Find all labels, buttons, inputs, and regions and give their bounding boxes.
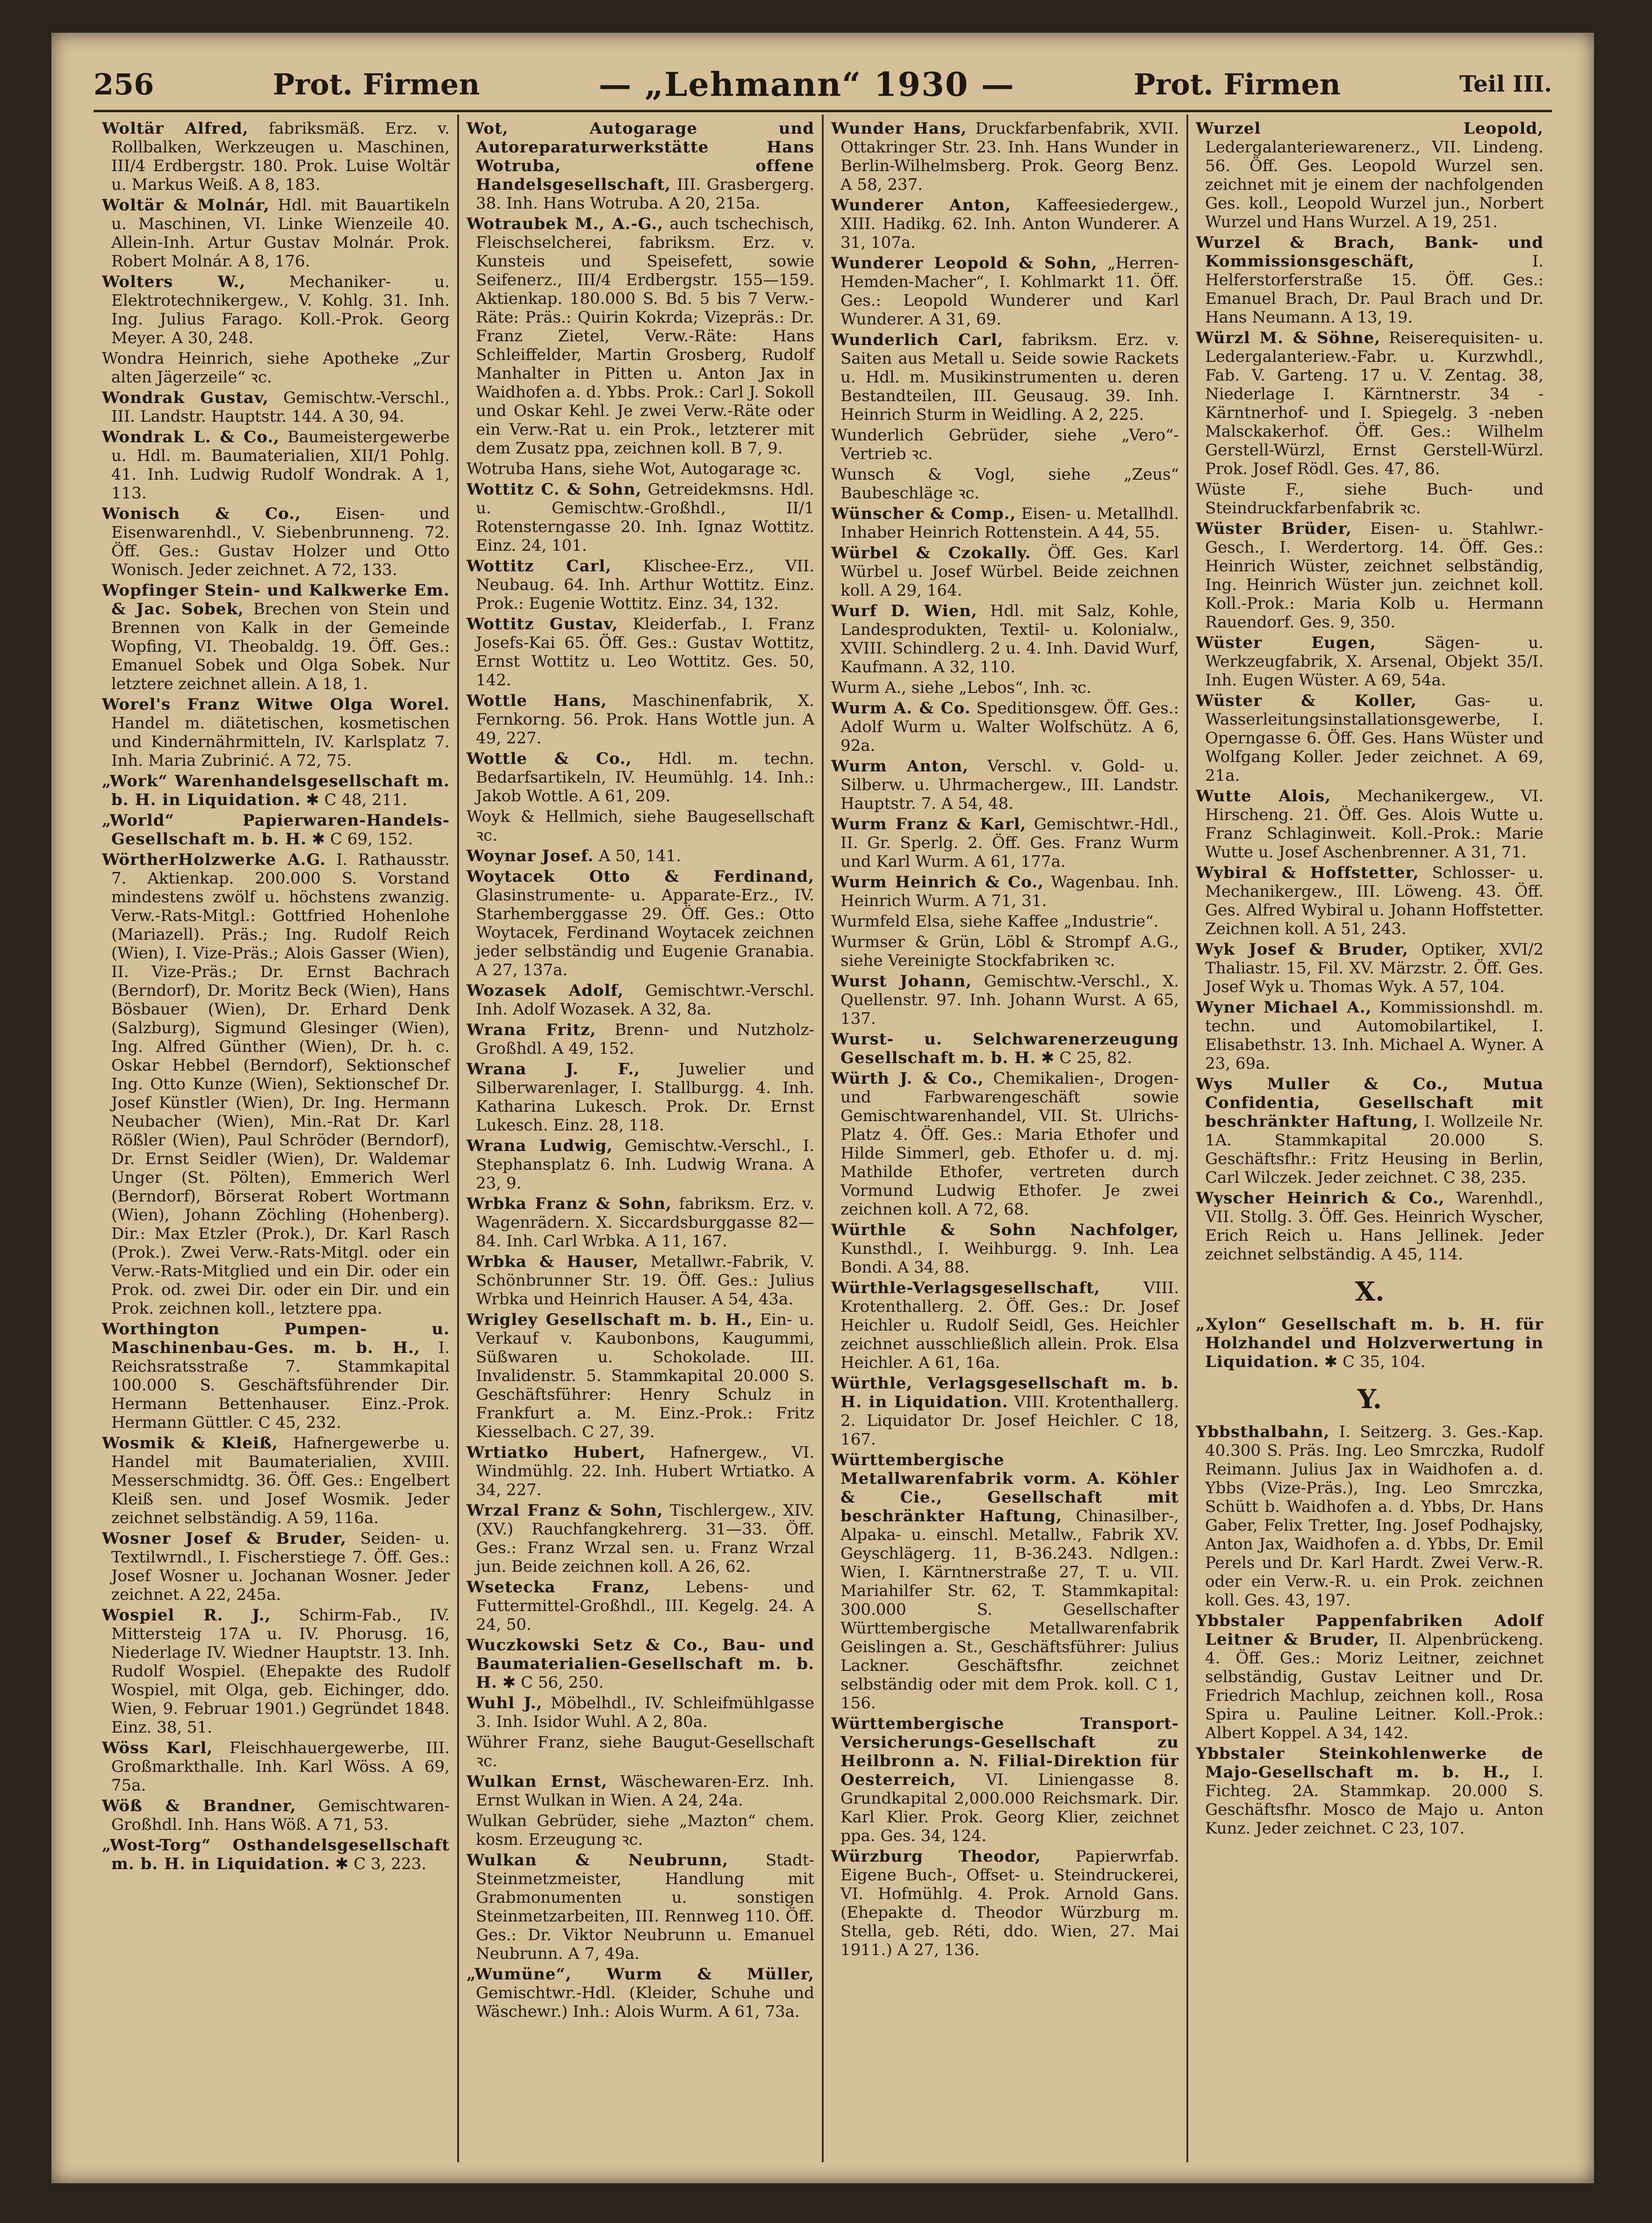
firm-name: Württembergische Metallwarenfabrik vorm. A. Köhler & Cie., Gesellschaft mit beschränkter Haftung, <box>831 1451 1179 1525</box>
firm-name: Wurf D. Wien, <box>831 602 977 620</box>
entry-text: Reiserequisiten- u. Ledergalanteriew.-Fabr. u. Kurzwhdl., Fab. V. Garteng. 17 u. V. Zentag. 38, Niederlage I. Kärntnerstr. 34 -Kärntnerhof- und I. Spiegelg. 3 -neben Malsckakerhof. Öff. Ges.: Wilhelm Gerstell-Würzl, Ernst Gerstell-Würzl. Prok. Josef Rödl. Ges. 47, 86. <box>1205 329 1544 478</box>
entry-text: „Herren-Hemden-Macher“, I. Kohlmarkt 11. Öff. Ges.: Leopold Wunderer und Karl Wunderer. A 31, 69. <box>840 254 1179 329</box>
firm-name: Wondrak L. & Co., <box>102 428 280 446</box>
firm-name: Wybiral & Hoffstetter, <box>1196 863 1419 882</box>
entry-text: Wurmfeld Elsa, siehe Kaffee „Industrie“. <box>831 912 1159 931</box>
directory-entry <box>1196 1075 1544 1187</box>
directory-entry <box>467 1578 814 1634</box>
entry-text: ✱ C 35, 104. <box>1324 1353 1426 1371</box>
directory-entry <box>831 912 1179 931</box>
column-3 <box>823 119 1187 2167</box>
directory-entry <box>467 1772 814 1810</box>
directory-entry <box>102 388 450 426</box>
entry-text: III. Grasbergerg. 38. Inh. Hans Wotruba. A 20, 215a. <box>476 175 814 213</box>
entry-text: Schirm-Fab., IV. Mittersteig 17A u. IV. Phorusg. 16, Niederlage IV. Wiedner Hauptstr. 13. Inh. Rudolf Wospiel. (Ehepakte des Rudolf Wospiel, mit Olga, geb. Eichinger, ddo. Wien, 9. Februar 1901.) Gegründet 1848. Einz. 38, 51. <box>111 1606 450 1737</box>
entry-text: Sägen- u. Werkzeugfabrik, X. Arsenal, Objekt 35/I. Inh. Eugen Wüster. A 69, 54a. <box>1205 633 1544 690</box>
entry-text: Verschl. v. Gold- u. Silberw. u. Uhrmachergew., III. Landstr. Hauptstr. 7. A 54, 48. <box>840 757 1179 813</box>
entry-text: Wührer Franz, siehe Baugut-Gesellschaft ꝛc. <box>467 1733 814 1770</box>
entry-text: Kommissionshdl. m. techn. und Automobilartikel, I. Elisabethstr. 13. Inh. Michael A. Wyner. A 23, 69a. <box>1205 998 1544 1073</box>
directory-entry <box>467 807 814 845</box>
entry-text: Möbelhdl., IV. Schleifmühlgasse 3. Inh. Isidor Wuhl. A 2, 80a. <box>476 1694 814 1731</box>
entry-text: Wunderlich Gebrüder, siehe „Vero“-Vertrieb ꝛc. <box>831 426 1179 463</box>
firm-name: Wuhl J., <box>467 1694 543 1712</box>
entry-text: Wagenbau. Inh. Heinrich Wurm. A 71, 31. <box>840 873 1179 910</box>
entry-text: Wotruba Hans, siehe Wot, Autogarage ꝛc. <box>467 460 802 478</box>
directory-entry <box>467 1636 814 1692</box>
directory-entry <box>831 1451 1179 1712</box>
directory-entry <box>831 1030 1179 1067</box>
directory-entry <box>467 1812 814 1849</box>
firm-name: Würth J. & Co., <box>831 1069 984 1088</box>
firm-name: Wonisch & Co., <box>102 504 301 523</box>
directory-entry <box>831 1279 1179 1372</box>
entry-text: Handel m. diätetischen, kosmetischen und Kindernährmitteln, IV. Karlsplatz 7. Inh. Maria Zubrinić. A 72, 75. <box>111 714 450 770</box>
entry-text: Gemischtw.-Verschl., III. Landstr. Hauptstr. 144. A 30, 94. <box>111 388 450 426</box>
firm-name: Wurst- u. Selchwarenerzeugung Gesellschaft m. b. H. <box>831 1030 1179 1067</box>
directory-entry <box>467 1194 814 1251</box>
entry-text: Stadt-Steinmetzmeister, Handlung mit Grabmonumenten u. sonstigen Steinmetzarbeiten, III. Rennweg 110. Öff. Ges.: Dr. Viktor Neubrunn u. Emanuel Neubrunn. A 7, 49a. <box>476 1851 815 1963</box>
directory-entry <box>102 196 450 271</box>
entry-text: VIII. Krotenthallerg. 2. Liquidator Dr. Josef Heichler. C 18, 167. <box>840 1393 1179 1449</box>
entry-text: Hdl. m. techn. Bedarfsartikeln, IV. Heumühlg. 14. Inh.: Jakob Wottle. A 61, 209. <box>476 749 814 806</box>
firm-name: Wottle Hans, <box>467 691 607 710</box>
firm-name: Wosner Josef & Bruder, <box>102 1529 347 1548</box>
entry-text: Seiden- u. Textilwrndl., I. Fischerstiege 7. Öff. Ges.: Josef Wosner u. Jochanan Wosner. Jeder zeichnet. A 22, 245a. <box>111 1529 450 1604</box>
entry-text: ✱ C 25, 82. <box>1041 1049 1132 1067</box>
directory-entry <box>467 1137 814 1193</box>
firm-name: Wurzel Leopold, <box>1196 119 1544 138</box>
entry-text: Mechaniker- u. Elektrotechnikergew., V. Kohlg. 31. Inh. Ing. Julius Farago. Koll.-Prok. Georg Meyer. A 30, 248. <box>111 273 450 347</box>
firm-name: Wurzel & Brach, Bank- und Kommissionsgeschäft, <box>1196 233 1544 271</box>
directory-entry <box>1196 1315 1544 1371</box>
firm-name: Wulkan Ernst, <box>467 1772 608 1791</box>
entry-text: Hafnergew., VI. Windmühlg. 22. Inh. Hubert Wrtiatko. A 34, 227. <box>476 1443 815 1499</box>
directory-entry <box>467 749 814 806</box>
firm-name: Wunderlich Carl, <box>831 331 1004 349</box>
firm-name: Woynar Josef. <box>467 847 594 865</box>
entry-text: Getreidekmsns. Hdl. u. Gemischtw.-Großhdl., II/1 Rotensterngasse 20. Inh. Ignaz Wottitz. Einz. 24, 101. <box>476 480 814 555</box>
entry-text: fabriksmäß. Erz. v. Rollbalken, Werkzeugen u. Maschinen, III/4 Erdbergstr. 180. Prok. Luise Woltär u. Markus Weiß. A 8, 183. <box>111 119 450 194</box>
entry-text: ✱ C 48, 211. <box>306 791 408 809</box>
entry-text: Gemischtwaren-Großhdl. Inh. Hans Wöß. A 71, 53. <box>111 1797 450 1834</box>
firm-name: Wrana J. F., <box>467 1060 640 1079</box>
entry-text: Kunsthdl., I. Weihburgg. 9. Inh. Lea Bondi. A 34, 88. <box>840 1239 1179 1277</box>
entry-text: Wurm A., siehe „Lebos“, Inh. ꝛc. <box>831 678 1092 697</box>
firm-name: Wospiel R. J., <box>102 1606 271 1625</box>
firm-name: Wopfinger Stein- und Kalkwerke Em. & Jac. Sobek, <box>102 581 450 619</box>
firm-name: Ybbstaler Pappenfabriken Adolf Leitner & Bruder, <box>1196 1611 1544 1649</box>
entry-text: Kleiderfab., I. Franz Josefs-Kai 65. Öff. Ges.: Gustav Wottitz, Ernst Wottitz u. Leo Wottitz. Ges. 50, 142. <box>476 615 815 690</box>
directory-entry <box>831 254 1179 329</box>
entry-text: Metallwr.-Fabrik, V. Schönbrunner Str. 19. Öff. Ges.: Julius Wrbka und Heinrich Hauser. A 54, 43a. <box>476 1252 814 1309</box>
firm-name: „World“ Papierwaren-Handels-Gesellschaft m. b. H. <box>102 811 450 849</box>
firm-name: WörtherHolzwerke A.G. <box>102 850 326 869</box>
firm-name: Wys Muller & Co., Mutua Confidentia, Gesellschaft mit beschränkter Haftung, <box>1196 1075 1544 1131</box>
firm-name: „Wost-Torg“ Osthandelsgesellschaft m. b. H. in Liquidation. <box>102 1836 450 1873</box>
entry-text: Hdl. mit Salz, Kohle, Landesprodukten, Textil- u. Kolonialw., XVIII. Schindlerg. 2 u. 4. Inh. David Wurf, Kaufmann. A 32, 110. <box>840 602 1179 676</box>
firm-name: Woltär & Molnár, <box>102 196 270 215</box>
entry-text: I. Seitzerg. 3. Ges.-Kap. 40.300 S. Präs. Ing. Leo Smrczka, Rudolf Reimann. Julius Jax in Waidhofen a. d. Ybbs (Vize-Präs.), Ing. Leo Smrczka, Schütt b. Waidhofen a. d. Ybbs, Dr. Hans Gaber, Felix Tretter, Ing. Josef Podhajsky, Anton Jax, Waidhofen a. d. Ybbs, Dr. Emil Perels und Dr. Karl Hardt. Zwei Verw.-R. oder ein Verw.-R. u. ein Prok. zeichnen koll. Ges. 43, 197. <box>1205 1423 1544 1610</box>
firm-name: Wsetecka Franz, <box>467 1578 650 1597</box>
entry-text: Hdl. mit Bauartikeln u. Maschinen, VI. Linke Wienzeile 40. Allein-Inh. Artur Gustav Molnár. Prok. Robert Molnár. A 8, 176. <box>111 196 450 271</box>
firm-name: Wöß & Brandner, <box>102 1797 296 1815</box>
directory-entry <box>467 981 814 1019</box>
entry-text: auch tschechisch, Fleischselcherei, fabriksm. Erz. v. Kunsteis und Speisefett, sowie Seifenerz., III/4 Erdbergstr. 155—159. Aktienkap. 180.000 S. Bd. 5 bis 7 Verw.-Räte: Präs.: Quirin Kokrda; Vizepräs.: Dr. Franz Zietel, Verw.-Räte: Hans Schleiffelder, Martin Grosberg, Rudolf Manhalter in Pitten u. Anton Jax in Waidhofen a. d. Ybbs. Prok.: Carl J. Sokoll und Oskar Kehl. Je zwei Verw.-Räte oder ein Verw.-Rat u. ein Prok., letzterer mit dem Zusatz ppa, zeichnen koll. B 7, 9. <box>476 215 814 458</box>
section-letter: Y. <box>1357 1384 1382 1415</box>
entry-text: Gemischtwr.-Hdl. (Kleider, Schuhe und Wäschewr.) Inh.: Alois Wurm. A 61, 73a. <box>476 1984 814 2021</box>
entry-text: Wondra Heinrich, siehe Apotheke „Zur alten Jägerzeile“ ꝛc. <box>102 349 450 387</box>
directory-entry <box>467 867 814 979</box>
directory-entry <box>1196 940 1544 996</box>
directory-entry <box>1196 633 1544 690</box>
firm-name: Wottle & Co., <box>467 749 632 768</box>
column-2 <box>458 119 823 2167</box>
firm-name: Woltär Alfred, <box>102 119 249 138</box>
part-label: Teil III. <box>1459 71 1552 97</box>
entry-text: I. Wollzeile Nr. 1A. Stammkapital 20.000 S. Geschäftsfhr.: Fritz Heusing in Berlin, Carl Wilczek. Jeder zeichnet. C 38, 235. <box>1205 1112 1544 1187</box>
firm-name: Wüster Eugen, <box>1196 633 1376 652</box>
directory-entry <box>1196 998 1544 1073</box>
directory-entry <box>831 678 1179 697</box>
entry-text: Juwelier und Silberwarenlager, I. Stallburgg. 4. Inh. Katharina Lukesch. Prok. Dr. Ernst Lukesch. Einz. 28, 118. <box>476 1060 815 1135</box>
directory-entry <box>831 196 1179 252</box>
entry-text: ✱ C 69, 152. <box>311 830 413 849</box>
directory-entry <box>467 1733 814 1770</box>
directory-entry <box>1196 863 1544 938</box>
firm-name: Wolters W., <box>102 273 246 291</box>
firm-name: Wurm Heinrich & Co., <box>831 873 1044 892</box>
entry-text: Brenn- und Nutzholz-Großhdl. A 49, 152. <box>476 1021 815 1058</box>
directory-entry <box>1196 1189 1544 1264</box>
directory-entry <box>467 847 814 865</box>
entry-text: Papierwrfab. Eigene Buch-, Offset- u. Steindruckerei, VI. Hofmühlg. 4. Prok. Arnold Gans. (Ehepakte d. Theodor Würzburg m. Stella, geb. Réti, ddo. Wien, 27. Mai 1911.) A 27, 136. <box>840 1847 1179 1959</box>
entry-text: VIII. Krotenthallerg. 2. Öff. Ges.: Dr. Josef Heichler u. Rudolf Seidl, Ges. Heichler zeichnet ausschließlich allein. Prok. Elsa Heichler. A 61, 16a. <box>840 1279 1179 1372</box>
firm-name: Wottitz Gustav, <box>467 615 618 633</box>
entry-text: Maschinenfabrik, X. Fernkorng. 56. Prok. Hans Wottle jun. A 49, 227. <box>476 691 814 748</box>
directory-entry <box>831 1069 1179 1219</box>
directory-entry <box>831 972 1179 1028</box>
entry-text: Gemischtw.-Verschl., X. Quellenstr. 97. Inh. Johann Wurst. A 65, 137. <box>840 972 1179 1028</box>
directory-entry <box>831 757 1179 813</box>
directory-entry <box>102 581 450 693</box>
directory-entry <box>1196 787 1544 862</box>
entry-text: Gas- u. Wasserleitungsinstallationsgewerbe, I. Operngasse 6. Öff. Ges. Hans Wüster und Wolfgang Koller. Jeder zeichnet. A 69, 21a. <box>1205 691 1544 785</box>
firm-name: Wosmik & Kleiß, <box>102 1434 278 1453</box>
directory-entry <box>831 331 1179 424</box>
entry-text: Lebens- und Futtermittel-Großhdl., III. Kegelg. 24. A 24, 50. <box>476 1578 814 1634</box>
entry-text: I. Rathausstr. 7. Aktienkap. 200.000 S. Vorstand mindestens zwölf u. höchstens zwanzig. Verw.-Rats-Mitgl.: Gottfried Hohenlohe (Mariazell). Präs.; Ing. Rudolf Reich (Wien), I. Vize-Präs.; Alois Gasser (Wien), II. Vize-Präs.; Dr. Ernst Bachrach (Berndorf), Dr. Moritz Beck (Wien), Hans Bösbauer (Wien), Dr. Erhard Denk (Salzburg), Sigmund Glesinger (Wien), Ing. Alfred Günther (Wien), Dr. h. c. Oskar Hebbel (Berndorf), Sektionschef Ing. Otto Kunze (Wien), Sektionschef Dr. Josef Künstler (Wien), Dr. Ing. Hermann Neubacher (Wien), Min.-Rat Dr. Karl Rößler (Wien), Paul Schröder (Berndorf), Dr. Ernst Seidler (Wien), Dr. Waldemar Unger (St. Pölten), Emmerich Werl (Berndorf), Börserat Robert Wortmann (Wien), Johann Zöchling (Hohenberg). Dir.: Max Etzler (Prok.), Dr. Karl Rasch (Prok.). Zwei Verw.-Rats-Mitgl. oder ein Verw.-Rats-Mitglied und ein Dir. oder ein Prok. od. zwei Dir. oder ein Dir. und ein Prok. zeichnen koll., letztere ppa. <box>111 850 450 1318</box>
directory-entry <box>467 557 814 613</box>
directory-entry <box>1196 519 1544 632</box>
firm-name: Wurm Anton, <box>831 757 969 776</box>
directory-entry <box>102 273 450 347</box>
firm-name: Wutte Alois, <box>1196 787 1331 806</box>
directory-entry <box>102 349 450 387</box>
entry-text: Baumeistergewerbe u. Hdl. m. Baumaterialien, XII/1 Pohlg. 41. Inh. Ludwig Rudolf Wondrak. A 1, 113. <box>111 428 450 503</box>
entry-text: Öff. Ges. Karl Würbel u. Josef Würbel. Beide zeichnen koll. A 29, 164. <box>840 544 1179 600</box>
directory-entry <box>831 1221 1179 1277</box>
entry-text: Gemischtwr.-Verschl. Inh. Adolf Wozasek. A 32, 8a. <box>476 981 815 1019</box>
firm-name: Wunderer Leopold & Sohn, <box>831 254 1098 273</box>
firm-name: Wrzal Franz & Sohn, <box>467 1501 663 1520</box>
directory-entry <box>102 695 450 770</box>
firm-name: Wrigley Gesellschaft m. b. H., <box>467 1310 753 1329</box>
section-letter: X. <box>1355 1276 1385 1307</box>
firm-name: Wöss Karl, <box>102 1739 213 1757</box>
firm-name: Wyk Josef & Bruder, <box>1196 940 1408 959</box>
entry-text: I. Helferstorferstraße 15. Öff. Ges.: Emanuel Brach, Dr. Paul Brach und Dr. Hans Neumann. A 13, 19. <box>1205 252 1544 327</box>
entry-text: Woyk & Hellmich, siehe Baugesellschaft ꝛc. <box>467 807 814 845</box>
entry-text: Ledergalanteriewarenerz., VII. Lindeng. 56. Öff. Ges. Leopold Wurzel sen. zeichnet mit je einem der nachfolgenden Ges. koll., Leopold Wurzel jun., Norbert Wurzel und Hans Wurzel. A 19, 251. <box>1205 138 1544 231</box>
directory-entry <box>831 815 1179 871</box>
firm-name: „Work“ Warenhandelsgesellschaft m. b. H. in Liquidation. <box>102 772 450 809</box>
firm-name: Wottitz C. & Sohn, <box>467 480 642 499</box>
firm-name: Wotraubek M., A.-G., <box>467 215 664 233</box>
firm-name: Würzl M. & Söhne, <box>1196 329 1381 347</box>
directory-entry <box>102 772 450 809</box>
entry-text: A 50, 141. <box>598 847 681 865</box>
page-header <box>93 58 1552 112</box>
firm-name: Würzburg Theodor, <box>831 1847 1041 1866</box>
firm-name: Wüster & Koller, <box>1196 691 1417 710</box>
entry-text: Speditionsgew. Öff. Ges.: Adolf Wurm u. Walter Wolfschütz. A 6, 92a. <box>840 699 1179 755</box>
directory-entry <box>831 1847 1179 1959</box>
directory-entry <box>1196 329 1544 478</box>
entry-text: Gemischtwr.-Hdl., II. Gr. Sperlg. 2. Öff. Ges. Franz Wurm und Karl Wurm. A 61, 177a. <box>840 815 1179 871</box>
column-1 <box>93 119 458 2167</box>
directory-entry <box>102 1836 450 1873</box>
entry-text: Glasinstrumente- u. Apparate-Erz., IV. Starhemberggasse 29. Öff. Ges.: Otto Woytacek, Ferdinand Woytacek zeichnen jeder selbständig und Eugenie Granabia. A 27, 137a. <box>476 886 814 979</box>
firm-name: Wüster Brüder, <box>1196 519 1352 538</box>
entry-text: Wäschewaren-Erz. Inh. Ernst Wulkan in Wien. A 24, 24a. <box>476 1772 814 1810</box>
directory-entry <box>102 504 450 579</box>
directory-entry <box>831 1374 1179 1449</box>
directory-entry <box>1196 1423 1544 1610</box>
directory-entry <box>831 119 1179 194</box>
directory-entry <box>102 428 450 503</box>
directory-entry <box>102 1606 450 1737</box>
firm-name: Wottitz Carl, <box>467 557 612 576</box>
directory-entry <box>831 465 1179 503</box>
directory-entry <box>467 215 814 458</box>
firm-name: Ybbstaler Steinkohlenwerke de Majo-Gesellschaft m. b. H., <box>1196 1744 1544 1782</box>
firm-name: Würbel & Czokally. <box>831 544 1031 562</box>
firm-name: Wrbka Franz & Sohn, <box>467 1194 672 1213</box>
directory-entry <box>1196 1744 1544 1838</box>
directory-entry <box>467 1443 814 1499</box>
firm-name: Wondrak Gustav, <box>102 388 269 407</box>
page-number: 256 <box>93 67 154 101</box>
entry-text: Gemischtw.-Verschl., I. Stephansplatz 6. Inh. Ludwig Wrana. A 23, 9. <box>476 1137 814 1193</box>
entry-text: I. Reichsratsstraße 7. Stammkapital 100.000 S. Geschäftsführender Dir. Hermann Bettenhauser. Einz.-Prok. Hermann Güttler. C 45, 232. <box>111 1338 450 1432</box>
firm-name: Wrana Fritz, <box>467 1021 596 1039</box>
firm-name: Wot, Autogarage und Autoreparaturwerkstätte Hans Wotruba, offene Handelsgesellschaft, <box>467 119 814 194</box>
firm-name: Wyner Michael A., <box>1196 998 1372 1017</box>
firm-name: Württembergische Transport-Versicherungs-Gesellschaft zu Heilbronn a. N. Filial-Direktion für Oesterreich, <box>831 1714 1179 1789</box>
directory-entry <box>1196 480 1544 518</box>
column-4 <box>1187 119 1552 2167</box>
firm-name: Wünscher & Comp., <box>831 504 1016 523</box>
directory-entry <box>831 544 1179 600</box>
entry-text: Fleischhauergewerbe, III. Großmarkthalle. Inh. Karl Wöss. A 69, 75a. <box>111 1739 450 1795</box>
entry-text: Mechanikergew., VI. Hirscheng. 21. Öff. Ges. Alois Wutte u. Franz Schlaginweit. Koll.-Prok.: Marie Wutte u. Josef Aschenbrenner. A 31, 71. <box>1205 787 1544 862</box>
firm-name: Wozasek Adolf, <box>467 981 624 1000</box>
firm-name: Wrtiatko Hubert, <box>467 1443 646 1462</box>
firm-name: „Xylon“ Gesellschaft m. b. H. für Holzhandel und Holzverwertung in Liquidation. <box>1196 1315 1544 1371</box>
directory-entry <box>467 460 814 478</box>
directory-entry <box>102 1434 450 1527</box>
directory-entry <box>831 504 1179 542</box>
entry-text: Druckfarbenfabrik, XVII. Ottakringer Str. 23. Inh. Hans Wunder in Berlin-Wilhelmsberg. Prok. Georg Benz. A 58, 237. <box>840 119 1179 194</box>
left-running-title: Prot. Firmen <box>273 67 480 101</box>
directory-entry <box>102 1797 450 1834</box>
directory-entry <box>831 873 1179 910</box>
directory-entry <box>467 1060 814 1135</box>
entry-text: Wunsch & Vogl, siehe „Zeus“ Baubeschläge ꝛc. <box>831 465 1179 503</box>
entry-text: I. Fichteg. 2A. Stammkap. 20.000 S. Geschäftsfhr. Mosco de Majo u. Anton Kunz. Jeder zeichnet. C 23, 107. <box>1205 1763 1544 1838</box>
firm-name: Wunder Hans, <box>831 119 967 138</box>
firm-name: Wrbka & Hauser, <box>467 1252 639 1271</box>
firm-name: Wyscher Heinrich & Co., <box>1196 1189 1445 1208</box>
entry-text: Kaffeesiedergew., XIII. Hadikg. 62. Inh. Anton Wunderer. A 31, 107a. <box>840 196 1179 252</box>
firm-name: Würthle-Verlagsgesellschaft, <box>831 1279 1100 1297</box>
entry-text: ✱ C 56, 250. <box>502 1673 604 1692</box>
entry-text: Chemikalien-, Drogen- und Farbwarengeschäft sowie Gemischtwarenhandel, VII. St. Ulrichs-Platz 4. Öff. Ges.: Maria Ethofer und Hilde Simmerl, geb. Ethofer u. d. mj. Mathilde Ethofer, vertreten durch Vormund Ludwig Ethofer. Je zwei zeichnen koll. A 72, 68. <box>840 1069 1179 1219</box>
entry-text: VI. Liniengasse 8. Grundkapital 2,000.000 Reichsmark. Dir. Karl Klier. Prok. Georg Klier, zeichnet ppa. Ges. 34, 124. <box>840 1770 1179 1845</box>
entry-text: ✱ C 3, 223. <box>335 1855 427 1873</box>
directory-entry <box>467 1965 814 2021</box>
entry-text: II. Alpenbrückeng. 4. Öff. Ges.: Moriz Leitner, zeichnet selbständig, Gustav Leitner und Dr. Friedrich Machlup, zeichnen koll., Rosa Spira u. Pauline Leitner. Koll.-Prok.: Albert Koppel. A 34, 142. <box>1205 1630 1544 1742</box>
entry-text: fabriksm. Erz. v. Wagenrädern. X. Siccardsburggasse 82—84. Inh. Carl Wrbka. A 11, 167. <box>476 1194 815 1251</box>
entry-text: fabriksm. Erz. v. Saiten aus Metall u. Seide sowie Rackets u. Hdl. m. Musikinstrumenten u. deren Bestandteilen, III. Geusaug. 39. Inh. Heinrich Sturm in Weidling. A 2, 225. <box>840 331 1179 424</box>
entry-text: Wüste F., siehe Buch- und Steindruckfarbenfabrik ꝛc. <box>1196 480 1544 518</box>
firm-name: Ybbsthalbahn, <box>1196 1423 1330 1441</box>
entry-text: Warenhdl., VII. Stollg. 3. Öff. Ges. Heinrich Wyscher, Erich Reich u. Hans Jellinek. Jeder zeichnet selbständig. A 45, 114. <box>1205 1189 1544 1264</box>
entry-text: Schlosser- u. Mechanikergew., III. Löweng. 43. Öff. Ges. Alfred Wybiral u. Johann Hoffstetter. Zeichnen koll. A 51, 243. <box>1205 863 1544 938</box>
directory-entry <box>102 811 450 849</box>
directory-entry <box>102 1529 450 1604</box>
entry-text: Eisen- und Eisenwarenhdl., V. Siebenbrunneng. 72. Öff. Ges.: Gustav Holzer und Otto Wonisch. Jeder zeichnet. A 72, 133. <box>111 504 450 579</box>
center-running-title: — „Lehmann“ 1930 — <box>598 65 1015 104</box>
firm-name: Wrana Ludwig, <box>467 1137 613 1155</box>
directory-entry <box>467 1501 814 1576</box>
firm-name: Wulkan & Neubrunn, <box>467 1851 729 1870</box>
entry-text: Brechen von Stein und Brennen von Kalk in der Gemeinde Wopfing, VI. Theobaldg. 19. Öff. Ges.: Emanuel Sobek und Olga Sobek. Nur letztere zeichnet allein. A 18, 1. <box>111 600 450 693</box>
firm-name: Wunderer Anton, <box>831 196 1011 215</box>
entry-text: Chinasilber-, Alpaka- u. einschl. Metallw., Fabrik XV. Geyschlägerg. 11, B-36.243. Ndlgen.: Wien, I. Kärntnerstraße 27, T. u. VII. Mariahilfer Str. 62, T. Stammkapital: 300.000 S. Gesellschafter Württembergische Metallwarenfabrik Geislingen a. St., Geschäftsführer: Julius Lackner. Geschäftsfhr. zeichnet selbständig oder mit dem Prok. koll. C 1, 156. <box>840 1507 1179 1712</box>
directory-entry <box>467 615 814 690</box>
right-running-title: Prot. Firmen <box>1134 67 1341 101</box>
entry-text: Tischlergew., XIV. (XV.) Rauchfangkehrerg. 31—33. Öff. Ges.: Franz Wrzal sen. u. Franz Wrzal jun. Beide zeichnen koll. A 26, 62. <box>476 1501 814 1576</box>
columns <box>93 119 1552 2167</box>
entry-text: Wulkan Gebrüder, siehe „Mazton“ chem. kosm. Erzeugung ꝛc. <box>467 1812 814 1849</box>
firm-name: Wurst Johann, <box>831 972 972 991</box>
directory-entry <box>102 1320 450 1432</box>
firm-name: Worel's Franz Witwe Olga Worel. <box>102 695 450 714</box>
firm-name: Wuczkowski Setz & Co., Bau- und Baumaterialien-Gesellschaft m. b. H. <box>467 1636 814 1692</box>
directory-entry <box>831 933 1179 970</box>
firm-name: Woytacek Otto & Ferdinand, <box>467 867 814 886</box>
directory-entry <box>831 602 1179 676</box>
directory-entry <box>1196 691 1544 785</box>
entry-text: Eisen- u. Metallhdl. Inhaber Heinrich Rottenstein. A 44, 55. <box>840 504 1179 542</box>
entry-text: Hafnergewerbe u. Handel mit Baumaterialien, XVIII. Messerschmidtg. 36. Öff. Ges.: Engelbert Kleiß sen. und Josef Wosmik. Jeder zeichnet selbständig. A 59, 116a. <box>111 1434 450 1527</box>
directory-entry <box>467 1310 814 1441</box>
firm-name: „Wumüne“, Wurm & Müller, <box>467 1965 814 1984</box>
entry-text: Klischee-Erz., VII. Neubaug. 64. Inh. Arthur Wottitz. Einz. Prok.: Eugenie Wottitz. Einz. 34, 132. <box>476 557 814 613</box>
entry-text: Optiker, XVI/2 Thaliastr. 15, Fil. XV. Märzstr. 2. Öff. Ges. Josef Wyk u. Thomas Wyk. A 57, 104. <box>1205 940 1544 996</box>
directory-entry <box>831 1714 1179 1845</box>
directory-entry <box>1196 119 1544 231</box>
directory-entry <box>1196 233 1544 327</box>
firm-name: Worthington Pumpen- u. Maschinenbau-Ges. m. b. H., <box>102 1320 450 1357</box>
directory-entry <box>1196 1611 1544 1742</box>
firm-name: Würthle & Sohn Nachfolger, <box>831 1221 1179 1239</box>
directory-page <box>51 33 1594 2183</box>
directory-entry <box>831 426 1179 463</box>
firm-name: Wurm Franz & Karl, <box>831 815 1027 834</box>
directory-entry <box>102 1739 450 1795</box>
firm-name: Würthle, Verlagsgesellschaft m. b. H. in Liquidation. <box>831 1374 1179 1411</box>
directory-entry <box>467 1851 814 1963</box>
directory-entry <box>102 119 450 194</box>
directory-entry <box>467 480 814 555</box>
directory-entry <box>467 1252 814 1309</box>
directory-entry <box>467 1021 814 1058</box>
entry-text: Ein- u. Verkauf v. Kaubonbons, Kaugummi, Süßwaren u. Schokolade. III. Invalidenstr. 5. Stammkapital 20.000 S. Geschäftsführer: Henry Schulz in Frankfurt a. M. Einz.-Prok.: Fritz Kiesselbach. C 27, 39. <box>476 1310 814 1441</box>
entry-text: Eisen- u. Stahlwr.-Gesch., I. Werdertorg. 14. Öff. Ges.: Heinrich Wüster, zeichnet selbständig, Ing. Heinrich Wüster jun. zeichnet koll. Koll.-Prok.: Maria Kolb u. Hermann Rauendorf. Ges. 9, 350. <box>1205 519 1544 632</box>
entry-text: Wurmser & Grün, Löbl & Strompf A.G., siehe Vereinigte Stockfabriken ꝛc. <box>831 933 1179 970</box>
directory-entry <box>467 119 814 213</box>
directory-entry <box>467 1694 814 1731</box>
directory-entry <box>831 699 1179 755</box>
firm-name: Wurm A. & Co. <box>831 699 971 718</box>
directory-entry <box>102 850 450 1318</box>
directory-entry <box>467 691 814 748</box>
